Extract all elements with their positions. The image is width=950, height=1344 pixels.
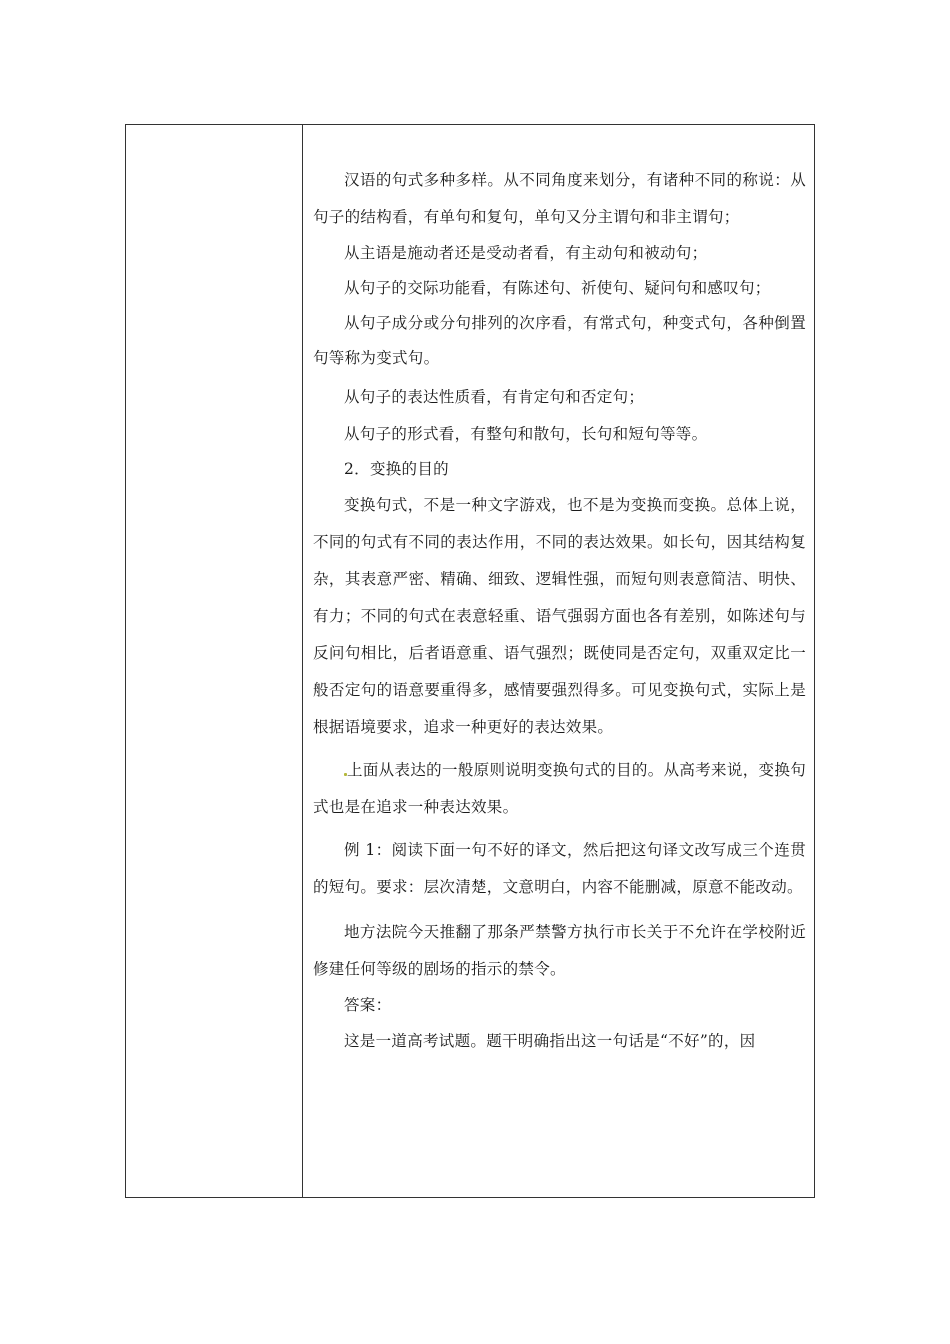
right-cell-content xyxy=(313,162,806,1060)
section-heading-purpose: 2．变换的目的 xyxy=(344,460,449,478)
paragraph-answer-body: 这是一道高考试题。题干明确指出这一句话是“不好”的，因 xyxy=(344,1032,756,1050)
paragraph-gaokao-text: 上面从表达的一般原则说明变换句式的目的。从高考来说，变换句式也是在追求一种表达效果。 xyxy=(313,761,806,816)
paragraph-sentence-types: 汉语的句式多种多样。从不同角度来划分，有诸种不同的称说：从句子的结构看，有单句和复句，单句又分主谓句和非主谓句； xyxy=(313,171,806,226)
paragraph-purpose-body: 变换句式，不是一种文字游戏，也不是为变换而变换。总体上说，不同的句式有不同的表达作用，不同的表达效果。如长句，因其结构复杂，其表意严密、精确、细致、逻辑性强，而短句则表意简洁、明快、有力；不同的句式在表意轻重、语气强弱方面也各有差别，如陈述句与反问句相比，后者语意重、语气强烈；既使同是否定句，双重双定比一般否定句的语意要重得多，感情要强烈得多。可见变换句式，实际上是根据语境要求，追求一种更好的表达效果。 xyxy=(313,496,806,736)
paragraph-example-1: 例 1：阅读下面一句不好的译文，然后把这句译文改写成三个连贯的短句。要求：层次清楚，文意明白，内容不能删减，原意不能改动。 xyxy=(313,841,806,896)
paragraph-answer-label: 答案： xyxy=(344,996,392,1014)
paragraph-expressive-nature: 从句子的表达性质看，有肯定句和否定句； xyxy=(344,388,645,406)
paragraph-form: 从句子的形式看，有整句和散句，长句和短句等等。 xyxy=(344,425,708,443)
paragraph-communicative-function: 从句子的交际功能看，有陈述句、祈使句、疑问句和感叹句； xyxy=(344,279,771,297)
paragraph-gaokao xyxy=(313,752,806,826)
column-divider xyxy=(302,124,303,1198)
paragraph-example-sentence: 地方法院今天推翻了那条严禁警方执行市长关于不允许在学校附近修建任何等级的剧场的指示的禁令。 xyxy=(313,923,806,978)
paragraph-subject-agent: 从主语是施动者还是受动者看，有主动句和被动句； xyxy=(344,244,708,262)
paragraph-word-order: 从句子成分或分句排列的次序看，有常式句，种变式句，各种倒置句等称为变式句。 xyxy=(313,314,806,367)
